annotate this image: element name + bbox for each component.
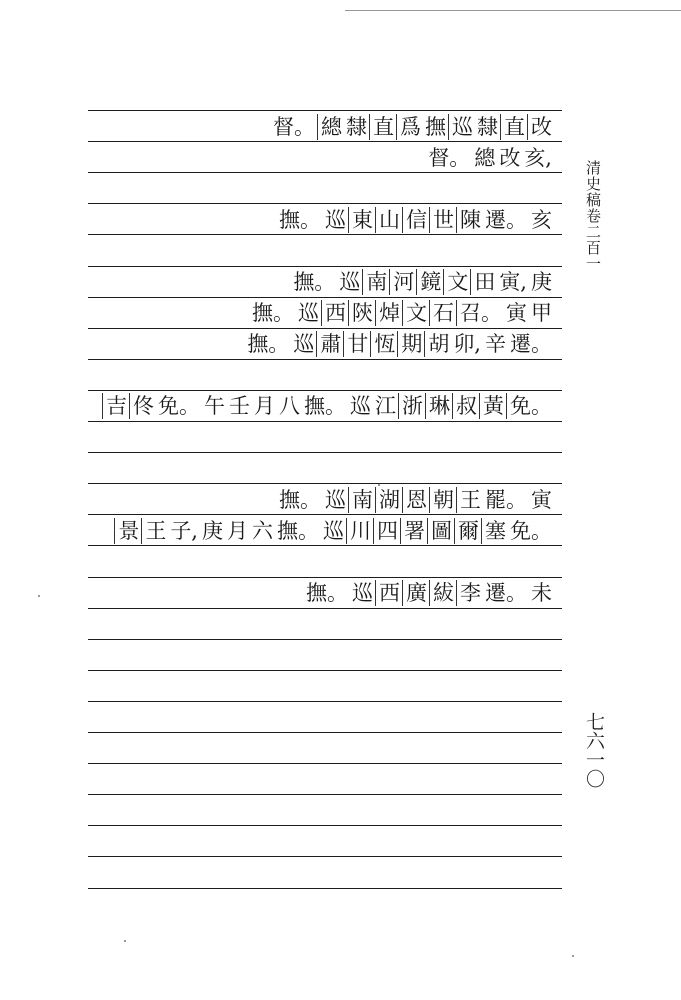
table-rule-line (88, 794, 562, 795)
table-rule-line (88, 856, 562, 857)
text-glyph: 改 (527, 114, 554, 140)
text-row (88, 204, 562, 235)
text-glyph: 寅, (499, 270, 527, 294)
text-glyph: 督。 (428, 145, 471, 170)
text-glyph: 召。 (456, 300, 504, 326)
text-glyph: 子, (170, 518, 198, 543)
text-glyph: 直 (500, 114, 527, 140)
text-glyph: 總 (317, 114, 344, 140)
text-glyph: 撫。 (279, 207, 321, 232)
text-glyph: 佟 (129, 393, 156, 419)
text-glyph: 遷。 (485, 207, 527, 232)
text-glyph: 甲 (531, 301, 552, 326)
text-glyph: 撫。 (277, 518, 319, 543)
text-glyph: 月 (254, 394, 275, 419)
text-glyph: 罷。 (485, 487, 527, 512)
text-glyph: 浙 (398, 393, 425, 419)
table-rule-line (88, 701, 562, 702)
text-glyph: 田 (470, 269, 497, 295)
text-glyph: 免。 (506, 393, 554, 419)
text-glyph: 叔 (452, 393, 479, 419)
table-rule-line (88, 732, 562, 733)
margin-book-title: 清史稿卷二百一 (584, 160, 602, 272)
text-glyph: 王 (456, 487, 483, 513)
table-rule-line (88, 639, 562, 640)
table-rule-line (88, 825, 562, 826)
text-row (88, 515, 562, 546)
text-glyph: 隸 (477, 114, 498, 139)
text-glyph: 文 (402, 300, 429, 326)
text-glyph: 江 (375, 394, 396, 419)
text-glyph: 期 (397, 331, 424, 357)
text-glyph: 南 (348, 487, 375, 513)
text-glyph: 川 (346, 518, 373, 544)
text-row (88, 329, 562, 360)
text-glyph: 胡 (424, 331, 451, 357)
text-glyph: 廣 (402, 580, 429, 606)
text-glyph: 世 (429, 207, 456, 233)
text-glyph: 撫。 (304, 394, 346, 419)
text-glyph: 四 (373, 518, 400, 544)
text-glyph: 鏡 (416, 269, 443, 295)
text-glyph: 遷。 (510, 332, 552, 357)
text-row (88, 391, 562, 422)
text-glyph: 山 (375, 207, 402, 233)
scan-speck (378, 484, 380, 486)
text-row (88, 267, 562, 298)
text-glyph: 巡 (339, 270, 361, 294)
table-rule-line (88, 452, 562, 453)
text-glyph: 撫。 (279, 487, 321, 512)
text-glyph: 撫。 (247, 332, 290, 357)
scan-speck (38, 595, 40, 597)
text-glyph: 改 (499, 145, 521, 170)
text-glyph: 文 (443, 269, 470, 295)
text-glyph: 隸 (346, 114, 367, 139)
text-glyph: 王 (141, 518, 168, 544)
text-glyph: 信 (402, 207, 429, 233)
table-rule-line (88, 888, 562, 889)
text-glyph: 亥, (524, 145, 552, 170)
text-glyph: 陝 (348, 300, 375, 326)
text-glyph: 辛 (485, 332, 506, 357)
text-glyph: 甘 (343, 331, 370, 357)
text-glyph: 朝 (429, 487, 456, 513)
text-glyph: 八 (279, 394, 300, 419)
text-glyph: 肅 (316, 331, 343, 357)
text-glyph: 巡 (350, 394, 371, 419)
scan-speck (124, 940, 126, 942)
text-glyph: 恩 (402, 487, 429, 513)
text-glyph: 爾 (454, 518, 481, 544)
text-glyph: 西 (375, 580, 402, 606)
page-number: 七六一〇 (583, 712, 605, 788)
text-glyph: 恆 (370, 331, 397, 357)
table-rule-line (88, 763, 562, 764)
text-glyph: 巡 (298, 301, 319, 326)
text-glyph: 免。 (158, 394, 200, 419)
scan-speck (572, 955, 574, 957)
text-glyph: 河 (389, 269, 416, 295)
text-glyph: 巡 (323, 518, 344, 543)
text-row (88, 578, 562, 609)
text-glyph: 壬 (229, 394, 250, 419)
text-glyph: 巡 (352, 581, 373, 605)
text-glyph: 月 (227, 518, 248, 543)
text-glyph: 直 (369, 114, 396, 140)
text-glyph: 撫。 (306, 581, 348, 605)
text-row (88, 484, 562, 515)
text-glyph: 爲 (396, 114, 423, 140)
text-glyph: 塞 (481, 518, 508, 544)
table-rule-line (88, 670, 562, 671)
text-row (88, 298, 562, 329)
text-glyph: 撫。 (293, 270, 336, 294)
text-glyph: 東 (348, 207, 375, 233)
text-glyph: 巡 (448, 114, 475, 140)
text-glyph: 李 (456, 580, 483, 606)
text-glyph: 黃 (479, 393, 506, 419)
text-row (88, 142, 562, 173)
text-glyph: 湖 (375, 487, 402, 513)
text-glyph: 總 (474, 145, 496, 170)
text-glyph: 寅 (531, 487, 552, 512)
text-glyph: 紱 (429, 580, 456, 606)
text-glyph: 署 (400, 518, 427, 544)
text-glyph: 寅 (506, 301, 527, 326)
text-glyph: 石 (429, 300, 456, 326)
text-glyph: 巡 (293, 332, 315, 357)
scan-edge-line (345, 10, 681, 11)
text-glyph: 未 (531, 581, 552, 605)
text-glyph: 撫。 (252, 301, 294, 326)
text-glyph: 圖 (427, 518, 454, 544)
text-glyph: 六 (252, 518, 273, 543)
text-row (88, 111, 562, 142)
text-glyph: 督。 (273, 114, 315, 139)
text-glyph: 亥 (531, 207, 552, 232)
text-glyph: 庚 (202, 518, 223, 543)
text-glyph: 午 (204, 394, 225, 419)
text-glyph: 西 (321, 300, 348, 326)
text-glyph: 巡 (325, 207, 346, 232)
text-glyph: 焯 (375, 300, 402, 326)
text-glyph: 免。 (510, 518, 552, 543)
text-glyph: 庚 (531, 270, 552, 294)
text-glyph: 撫 (425, 114, 446, 139)
text-glyph: 吉 (102, 393, 129, 419)
text-glyph: 南 (362, 269, 389, 295)
text-glyph: 巡 (325, 487, 346, 512)
text-glyph: 陳 (456, 207, 483, 233)
text-glyph: 卯, (453, 332, 481, 357)
text-glyph: 琳 (425, 393, 452, 419)
text-glyph: 景 (114, 518, 141, 544)
text-glyph: 遷。 (485, 581, 527, 605)
